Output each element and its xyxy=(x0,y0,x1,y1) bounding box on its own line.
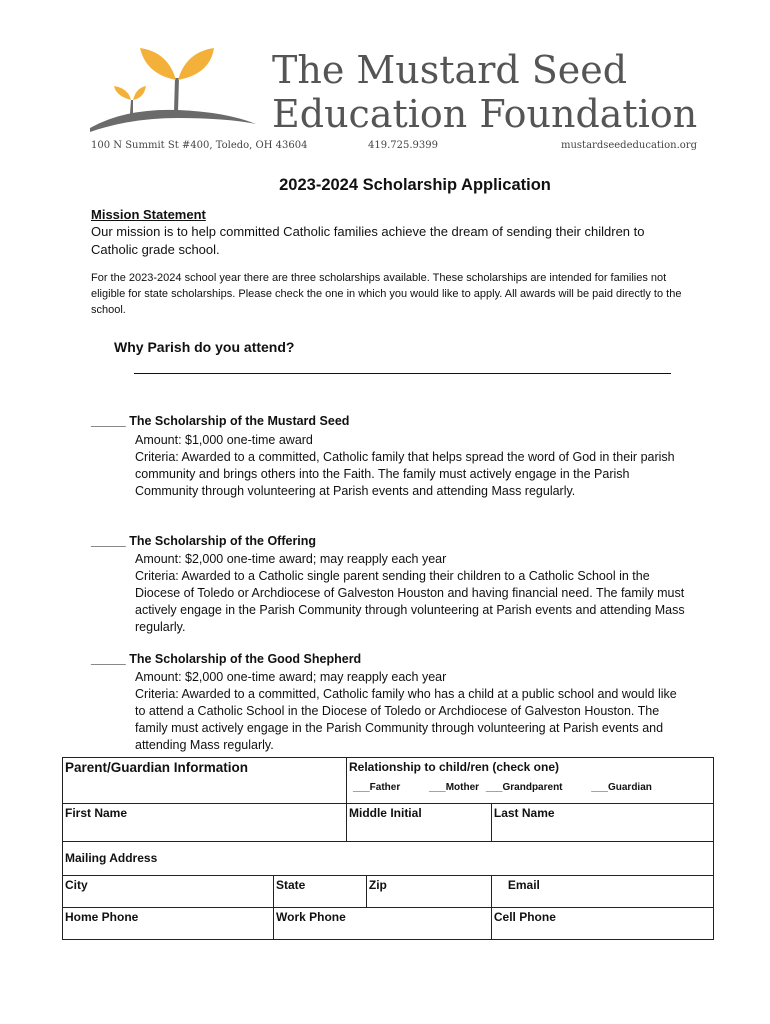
right-leaf xyxy=(178,48,214,80)
scholarship-amount: Amount: $1,000 one-time award xyxy=(135,433,313,447)
phone: 419.725.9399 xyxy=(368,140,438,151)
relationship-father[interactable]: ___Father xyxy=(352,782,401,793)
scholarship-good-shepherd-title[interactable]: _____ The Scholarship of the Good Shepherd xyxy=(91,652,362,666)
city-field[interactable]: City xyxy=(63,876,274,908)
state-field[interactable]: State xyxy=(274,876,367,908)
scholarship-good-shepherd-body xyxy=(135,669,690,754)
cell-phone-field[interactable]: Cell Phone xyxy=(491,908,713,940)
zip-field[interactable]: Zip xyxy=(366,876,491,908)
relationship-cell xyxy=(346,758,713,804)
website: mustardseededucation.org xyxy=(561,140,697,151)
scholarship-criteria: Criteria: Awarded to a committed, Catholic family that helps spread the word of God in their parish community and brings others into the Faith. The family must actively engage in the Parish Community through volunteering at Parish events and attending Mass regularly. xyxy=(135,450,675,498)
org-name-line1: The Mustard Seed xyxy=(272,48,628,92)
home-phone-field[interactable]: Home Phone xyxy=(63,908,274,940)
mission-text: Our mission is to help committed Catholic families achieve the dream of sending their children to Catholic grade school. xyxy=(91,224,645,257)
main-stem xyxy=(174,78,179,112)
mailing-address-field[interactable]: Mailing Address xyxy=(63,842,714,876)
first-name-field[interactable]: First Name xyxy=(63,804,347,842)
address: 100 N Summit St #400, Toledo, OH 43604 xyxy=(91,140,308,151)
small-leaf-right xyxy=(133,86,146,100)
scholarship-amount: Amount: $2,000 one-time award; may reapply each year xyxy=(135,670,447,684)
scholarship-offering-body xyxy=(135,551,690,636)
last-name-field[interactable]: Last Name xyxy=(491,804,713,842)
middle-initial-field[interactable]: Middle Initial xyxy=(346,804,491,842)
parent-guardian-label: Parent/Guardian Information xyxy=(63,758,347,804)
parish-answer-line[interactable] xyxy=(134,373,671,374)
scholarship-offering-title[interactable]: _____ The Scholarship of the Offering xyxy=(91,534,317,548)
scholarship-mustard-seed-body xyxy=(135,432,690,500)
small-leaf-left xyxy=(114,86,131,100)
work-phone-field[interactable]: Work Phone xyxy=(274,908,492,940)
scholarship-mustard-seed-title[interactable]: _____ The Scholarship of the Mustard Seed xyxy=(91,414,350,428)
org-name-line2: Education Foundation xyxy=(272,92,698,136)
small-stem xyxy=(130,100,133,114)
page-title: 2023-2024 Scholarship Application xyxy=(279,176,551,194)
parish-question: Why Parish do you attend? xyxy=(114,339,295,355)
scholarship-criteria: Criteria: Awarded to a Catholic single parent sending their children to a Catholic School in the Diocese of Toledo or Archdiocese of Galveston Houston and having financial need. The family must actively engage in the Parish Community through volunteering at Parish events and attending Mass regularly. xyxy=(135,569,685,634)
scholarship-amount: Amount: $2,000 one-time award; may reapply each year xyxy=(135,552,447,566)
email-field[interactable]: Email xyxy=(491,876,713,908)
relationship-label: Relationship to child/ren (check one) xyxy=(348,760,560,774)
org-name xyxy=(272,48,697,136)
intro-text: For the 2023-2024 school year there are three scholarships available. These scholarships are intended for families not eligible for state scholarships. Please check the one in which you would like to apply. All awards will be paid directly to the school. xyxy=(91,272,682,316)
relationship-guardian[interactable]: ___Guardian xyxy=(591,782,652,793)
relationship-mother[interactable]: ___Mother xyxy=(429,782,480,793)
ground-shape xyxy=(90,110,256,132)
relationship-grandparent[interactable]: ___Grandparent xyxy=(485,782,563,793)
parent-guardian-form xyxy=(62,757,714,940)
mission-heading: Mission Statement xyxy=(91,207,206,222)
mustard-seed-logo xyxy=(86,44,262,136)
relationship-options xyxy=(353,782,711,793)
scholarship-criteria: Criteria: Awarded to a committed, Catholic family who has a child at a public school and would like to attend a Catholic School in the Diocese of Toledo or Archdiocese of Galveston Houston. The family must actively engage in the Parish Community through volunteering at Parish events and attending Mass regularly. xyxy=(135,687,677,752)
left-leaf xyxy=(140,48,176,80)
